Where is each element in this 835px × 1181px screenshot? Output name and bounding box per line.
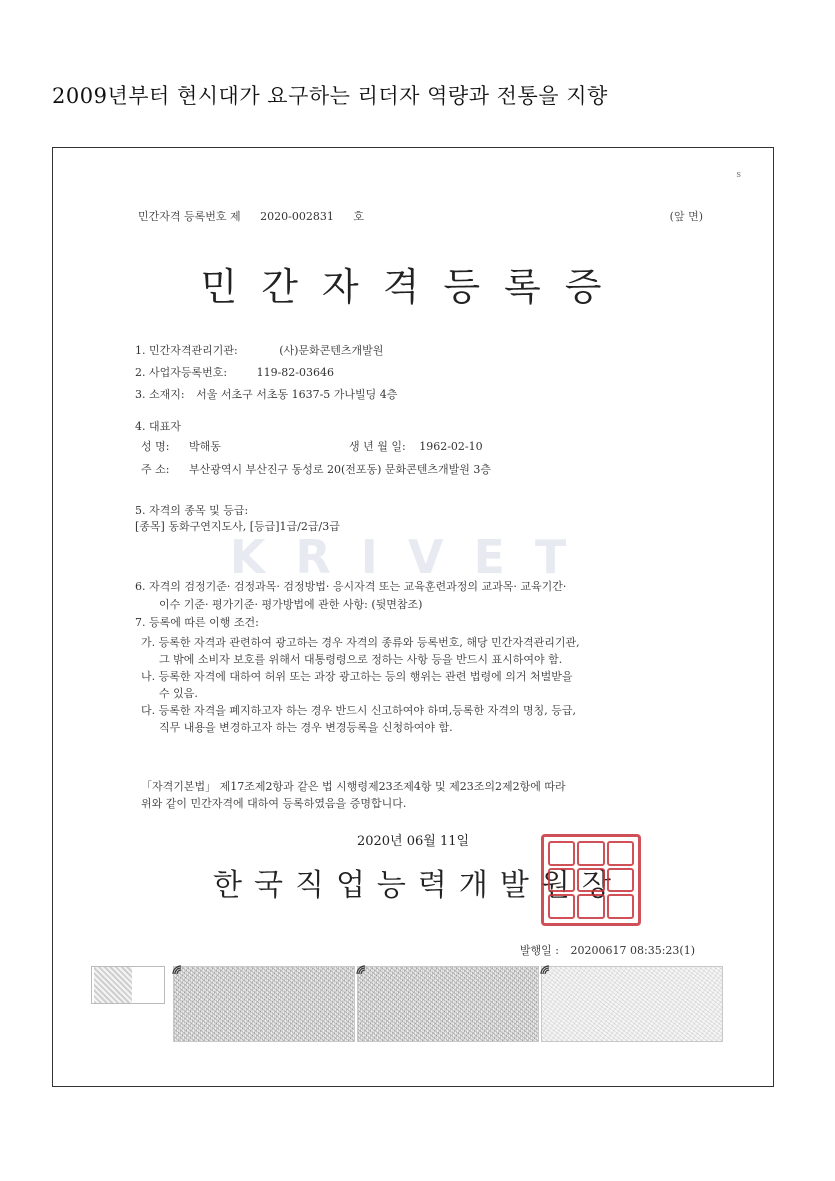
condition-a-line1: 가. 등록한 자격과 관련하여 광고하는 경우 자격의 종류와 등록번호, 해당 민간자격관리기관,	[141, 636, 580, 649]
security-pattern-3	[541, 966, 723, 1042]
closing-line1: 「자격기본법」 제17조제2항과 같은 법 시행령제23조제4항 및 제23조의2제2항에 따라	[141, 780, 566, 793]
issued-value: 20200617 08:35:23(1)	[570, 944, 695, 957]
rep-address-row	[141, 461, 491, 477]
item-4-label: 4. 대표자	[135, 420, 181, 433]
security-thumbnail	[91, 966, 165, 1004]
signal-icon	[172, 965, 182, 975]
condition-b-line1: 나. 등록한 자격에 대하여 허위 또는 과장 광고하는 등의 행위는 관련 법령에 의거 처벌받을	[141, 670, 573, 683]
name-label: 성 명:	[141, 440, 170, 453]
item-6-line1: 6. 자격의 검정기준· 검정과목· 검정방법· 응시자격 또는 교육훈련과정의 교과목· 교육기간·	[135, 580, 567, 593]
side-label: (앞 면)	[669, 210, 703, 223]
certificate-title: 민간자격등록증	[200, 265, 626, 309]
condition-c-line2: 직무 내용을 변경하고자 하는 경우 변경등록을 신청하여야 함.	[159, 721, 453, 734]
item-2-value: 119-82-03646	[256, 366, 335, 379]
item-2-label: 2. 사업자등록번호:	[135, 366, 228, 379]
item-3-label: 3. 소재지:	[135, 388, 185, 401]
item-7-label: 7. 등록에 따른 이행 조건:	[135, 616, 259, 629]
rep-name-row	[141, 438, 221, 454]
issuer-name: 한국직업능력개발원장	[213, 868, 623, 903]
item-1-label: 1. 민간자격관리기관:	[135, 344, 238, 357]
reg-suffix: 호	[353, 210, 364, 223]
address-label: 주 소:	[141, 463, 170, 476]
rep-birth-row	[349, 438, 483, 454]
document-mark-icon	[94, 967, 132, 1003]
item-5-label: 5. 자격의 종목 및 등급:	[135, 504, 249, 517]
condition-b-line2: 수 있음.	[159, 687, 198, 700]
certificate	[52, 147, 774, 1087]
security-pattern-2	[357, 966, 539, 1042]
closing-line2: 위와 같이 민간자격에 대하여 등록하였음을 증명합니다.	[141, 797, 407, 810]
condition-a-line2: 그 밖에 소비자 보호를 위해서 대통령령으로 정하는 사항 등을 반드시 표시하여야 함.	[159, 653, 563, 666]
registration-number-row	[138, 208, 380, 224]
address-value: 부산광역시 부산진구 동성로 20(전포동) 문화콘텐츠개발원 3층	[188, 463, 492, 476]
issue-date: 2020년 06월 11일	[356, 834, 470, 849]
signal-icon	[356, 965, 366, 975]
item-3	[135, 386, 397, 402]
item-1	[135, 342, 383, 358]
item-5-value: [종목] 동화구연지도사, [등급]1급/2급/3급	[135, 520, 340, 533]
birth-value: 1962-02-10	[419, 440, 483, 453]
signal-icon	[540, 965, 550, 975]
birth-label: 생 년 월 일:	[349, 440, 406, 453]
item-2	[135, 364, 334, 380]
condition-c-line1: 다. 등록한 자격을 폐지하고자 하는 경우 반드시 신고하여야 하며,등록한 자격의 명칭, 등급,	[141, 704, 576, 717]
item-6-line2: 이수 기준· 평가기준· 평가방법에 관한 사항: (뒷면참조)	[159, 598, 423, 611]
issued-label: 발행일 :	[519, 944, 560, 957]
reg-label: 민간자격 등록번호 제	[138, 210, 241, 223]
page-heading: 2009년부터 현시대가 요구하는 리더자 역량과 전통을 지향	[52, 84, 608, 108]
item-1-value: (사)문화콘텐츠개발원	[279, 344, 384, 357]
issued-timestamp	[520, 942, 695, 958]
official-seal-stamp	[541, 834, 641, 926]
reg-number: 2020-002831	[260, 210, 334, 223]
watermark-logo: KRIVET	[229, 530, 597, 584]
item-3-value: 서울 서초구 서초동 1637-5 가나빌딩 4층	[196, 388, 398, 401]
name-value: 박해동	[188, 440, 221, 453]
corner-mark: s	[736, 170, 741, 180]
security-pattern-1	[173, 966, 355, 1042]
